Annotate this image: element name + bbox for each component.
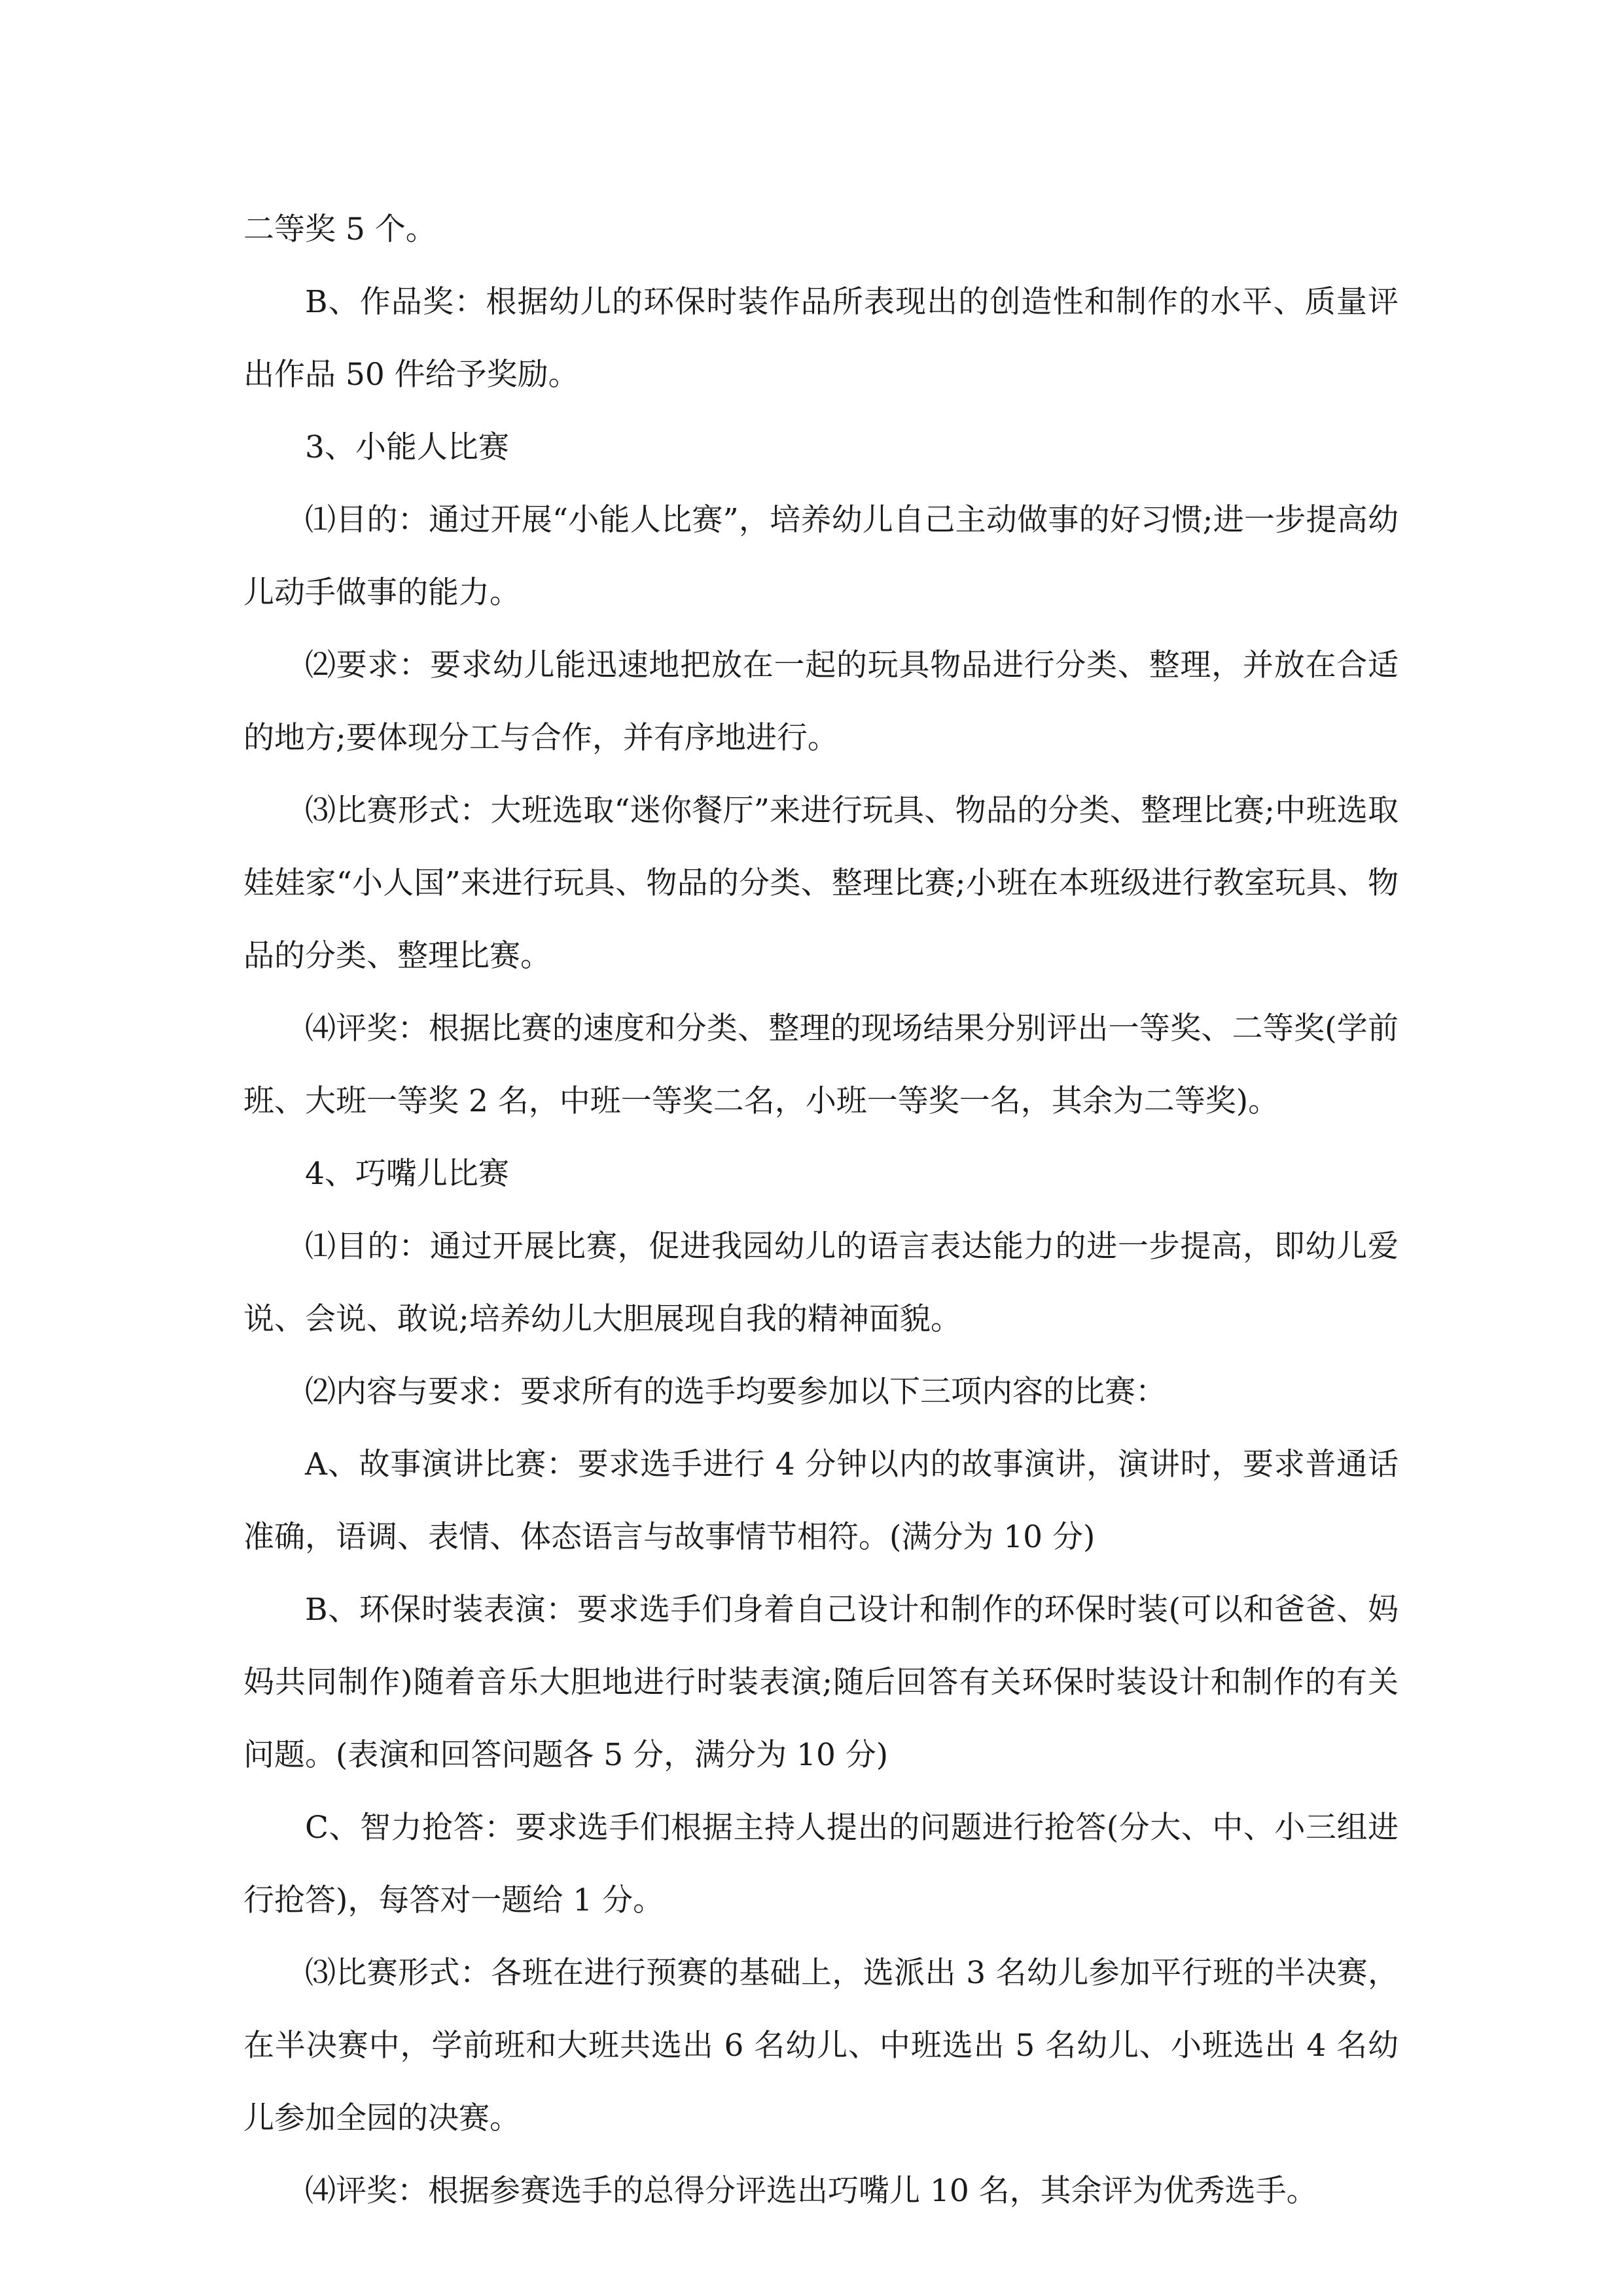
paragraph-capable-awards: ⑷评奖：根据比赛的速度和分类、整理的现场结果分别评出一等奖、二等奖(学前班、大班一等奖 2 名，中班一等奖二名，小班一等奖一名，其余为二等奖)。	[243, 1011, 1399, 1119]
paragraph-fashion-show: B、环保时装表演：要求选手们身着自己设计和制作的环保时装(可以和爸爸、妈妈共同制作)随着音乐大胆地进行时装表演;随后回答有关环保时装设计和制作的有关问题。(表演和回答问题各 5 分，满分为 10 分)	[243, 1592, 1399, 1773]
paragraph-work-award: B、作品奖：根据幼儿的环保时装作品所表现出的创造性和制作的水平、质量评出作品 50 件给予奖励。	[243, 284, 1399, 393]
paragraph-mouth-content: ⑵内容与要求：要求所有的选手均要参加以下三项内容的比赛：	[305, 1374, 1166, 1410]
heading-little-capable-contest: 3、小能人比赛	[305, 429, 509, 465]
paragraph-quiz: C、智力抢答：要求选手们根据主持人提出的问题进行抢答(分大、中、小三组进行抢答)，每答对一题给 1 分。	[243, 1810, 1399, 1918]
heading-clever-mouth-contest: 4、巧嘴儿比赛	[305, 1156, 509, 1192]
paragraph-mouth-purpose: ⑴目的：通过开展比赛，促进我园幼儿的语言表达能力的进一步提高，即幼儿爱说、会说、敢说;培养幼儿大胆展现自我的精神面貌。	[243, 1229, 1399, 1337]
paragraph-mouth-format: ⑶比赛形式：各班在进行预赛的基础上，选派出 3 名幼儿参加平行班的半决赛，在半决赛中，学前班和大班共选出 6 名幼儿、中班选出 5 名幼儿、小班选出 4 名幼儿参加全园的决赛。	[243, 1955, 1399, 2136]
paragraph-second-prize-count: 二等奖 5 个。	[243, 211, 437, 247]
paragraph-mouth-awards: ⑷评奖：根据参赛选手的总得分评选出巧嘴儿 10 名，其余评为优秀选手。	[305, 2173, 1317, 2209]
paragraph-capable-purpose: ⑴目的：通过开展“小能人比赛”，培养幼儿自己主动做事的好习惯;进一步提高幼儿动手做事的能力。	[243, 502, 1399, 611]
document-body	[243, 193, 1399, 2227]
paragraph-capable-format: ⑶比赛形式：大班选取“迷你餐厅”来进行玩具、物品的分类、整理比赛;中班选取娃娃家“小人国”来进行玩具、物品的分类、整理比赛;小班在本班级进行教室玩具、物品的分类、整理比赛。	[243, 793, 1399, 974]
paragraph-story-speech: A、故事演讲比赛：要求选手进行 4 分钟以内的故事演讲，演讲时，要求普通话准确，语调、表情、体态语言与故事情节相符。(满分为 10 分)	[243, 1446, 1399, 1555]
paragraph-capable-requirements: ⑵要求：要求幼儿能迅速地把放在一起的玩具物品进行分类、整理，并放在合适的地方;要体现分工与合作，并有序地进行。	[243, 647, 1399, 756]
